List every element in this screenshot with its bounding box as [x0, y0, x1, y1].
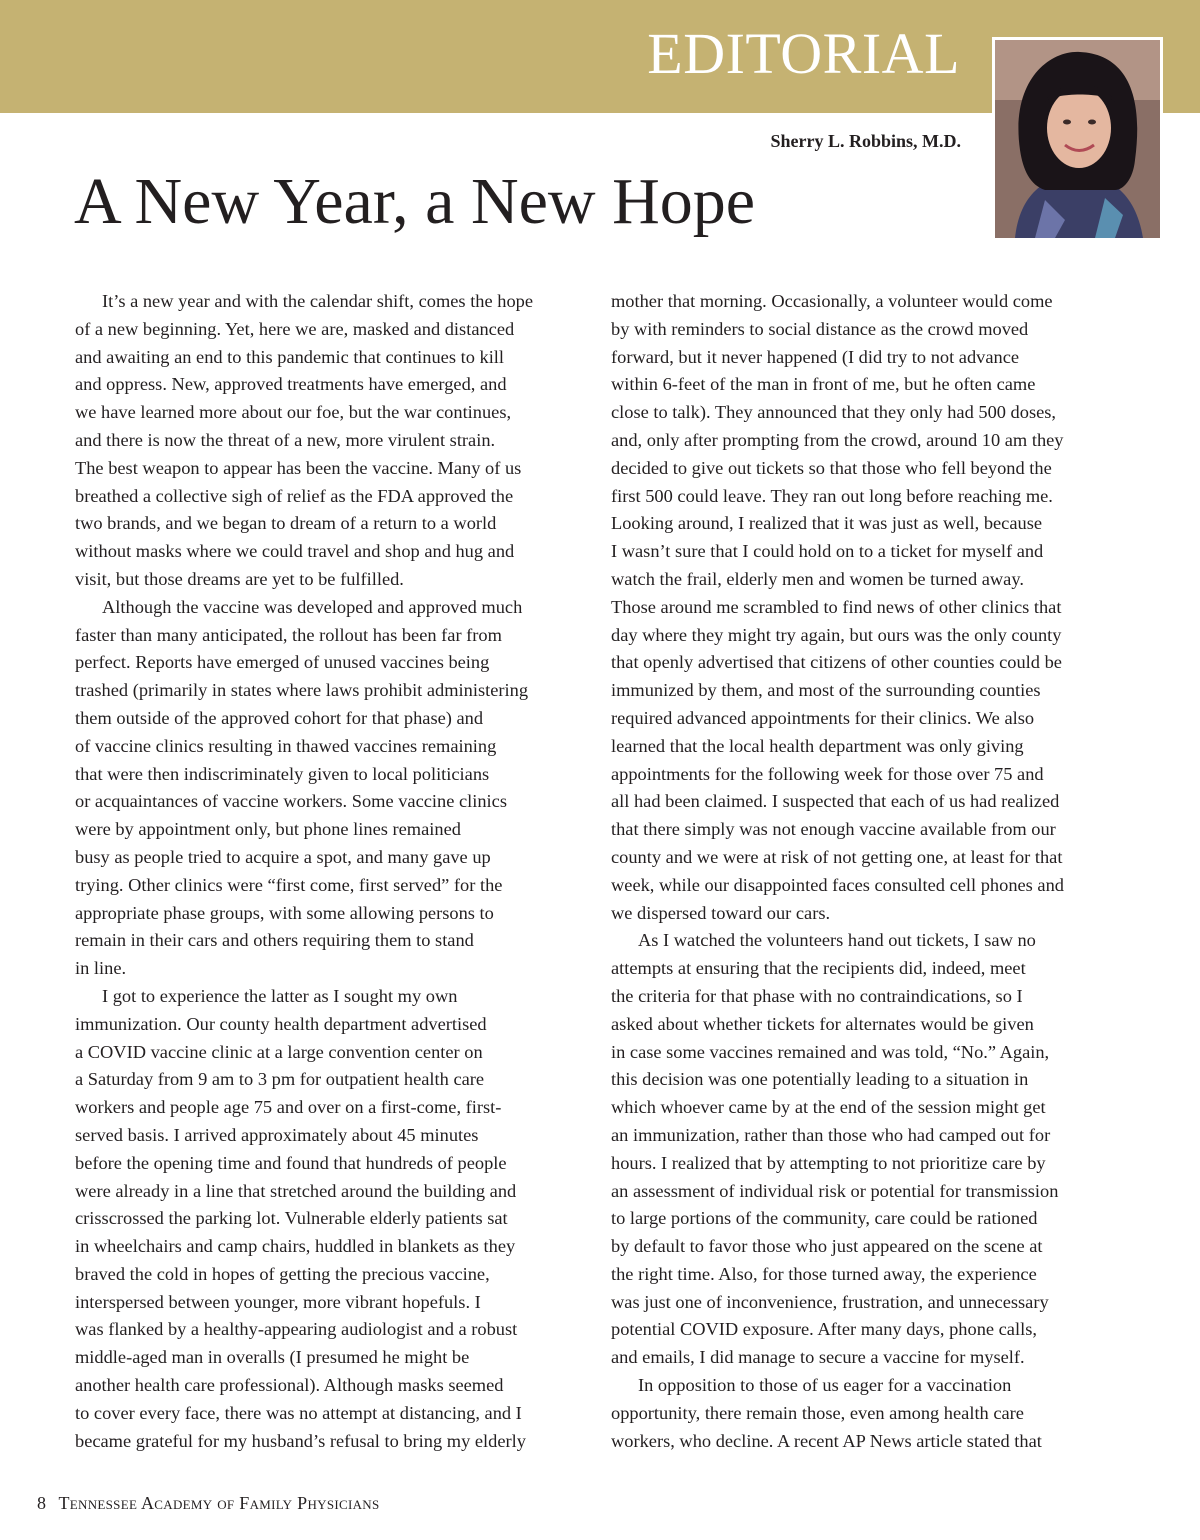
article-line: and oppress. New, approved treatments have emerged, and: [75, 374, 507, 395]
article-line: attempts at ensuring that the recipients did, indeed, meet: [611, 958, 1026, 979]
section-label: EDITORIAL: [647, 21, 960, 86]
article-line: within 6-feet of the man in front of me, but he often came: [611, 374, 1036, 395]
article-line: to large portions of the community, care could be rationed: [611, 1208, 1038, 1229]
article-line: remain in their cars and others requiring them to stand: [75, 930, 474, 951]
article-line: potential COVID exposure. After many days, phone calls,: [611, 1319, 1037, 1340]
article-line: all had been claimed. I suspected that each of us had realized: [611, 791, 1060, 812]
article-line: braved the cold in hopes of getting the precious vaccine,: [75, 1263, 490, 1284]
article-line: middle-aged man in overalls (I presumed he might be: [75, 1347, 470, 1368]
article-line: were already in a line that stretched around the building and: [75, 1180, 517, 1201]
article-line: busy as people tried to acquire a spot, and many gave up: [75, 846, 491, 867]
article-line: a Saturday from 9 am to 3 pm for outpatient health care: [75, 1069, 485, 1090]
article-line: opportunity, there remain those, even among health care: [611, 1402, 1024, 1423]
article-column-right: [611, 288, 1116, 1455]
publication-name: Tennessee Academy of Family Physicians: [58, 1493, 380, 1513]
article-line: hours. I realized that by attempting to not prioritize care by: [611, 1152, 1046, 1173]
article-line: in wheelchairs and camp chairs, huddled in blankets as they: [75, 1236, 516, 1257]
article-line: the criteria for that phase with no contraindications, so I: [611, 985, 1023, 1006]
article-line: watch the frail, elderly men and women be turned away.: [611, 568, 1024, 589]
author-photo: [992, 37, 1163, 241]
article-line: appropriate phase groups, with some allowing persons to: [75, 902, 494, 923]
author-byline: Sherry L. Robbins, M.D.: [770, 131, 961, 151]
article-line: decided to give out tickets so that those who fell beyond the: [611, 457, 1052, 478]
article-line: the right time. Also, for those turned away, the experience: [611, 1263, 1037, 1284]
article-line: close to talk). They announced that they only had 500 doses,: [611, 402, 1057, 423]
article-title: A New Year, a New Hope: [74, 165, 756, 238]
article-line: immunization. Our county health department advertised: [75, 1013, 487, 1034]
article-line: learned that the local health department was only giving: [611, 735, 1024, 756]
article-line: first 500 could leave. They ran out long before reaching me.: [611, 485, 1053, 506]
article-line: became grateful for my husband’s refusal to bring my elderly: [75, 1430, 526, 1451]
article-line: we dispersed toward our cars.: [611, 902, 831, 923]
article-line: trying. Other clinics were “first come, first served” for the: [75, 874, 503, 895]
article-line: were by appointment only, but phone lines remained: [75, 819, 461, 840]
article-line: which whoever came by at the end of the session might get: [611, 1097, 1046, 1118]
article-line: forward, but it never happened (I did try to not advance: [611, 346, 1020, 367]
article-line: immunized by them, and most of the surrounding counties: [611, 680, 1041, 701]
article-line: I got to experience the latter as I sought my own: [102, 985, 458, 1006]
author-photo-icon: [995, 40, 1160, 238]
article-line: an assessment of individual risk or potential for transmission: [611, 1180, 1059, 1201]
article-line: workers and people age 75 and over on a first-come, first-: [75, 1097, 502, 1118]
article-line: served basis. I arrived approximately about 45 minutes: [75, 1124, 479, 1145]
article-line: required advanced appointments for their clinics. We also: [611, 707, 1035, 728]
article-line: we have learned more about our foe, but the war continues,: [75, 402, 512, 423]
article-line: or acquaintances of vaccine workers. Some vaccine clinics: [75, 791, 507, 812]
article-line: of vaccine clinics resulting in thawed vaccines remaining: [75, 735, 497, 756]
article-line: and, only after prompting from the crowd, around 10 am they: [611, 429, 1064, 450]
article-line: them outside of the approved cohort for that phase) and: [75, 707, 484, 728]
article-line: week, while our disappointed faces consulted cell phones and: [611, 874, 1064, 895]
article-line: Although the vaccine was developed and approved much: [102, 596, 523, 617]
article-line: It’s a new year and with the calendar shift, comes the hope: [102, 291, 534, 311]
article-line: and awaiting an end to this pandemic that continues to kill: [75, 346, 505, 367]
article-line: Those around me scrambled to find news of other clinics that: [611, 596, 1062, 617]
article-line: appointments for the following week for those over 75 and: [611, 763, 1044, 784]
page-footer: [37, 1493, 380, 1514]
article-line: in line.: [75, 958, 127, 979]
article-line: another health care professional). Although masks seemed: [75, 1375, 504, 1396]
article-line: The best weapon to appear has been the vaccine. Many of us: [75, 457, 522, 478]
article-line: this decision was one potentially leading to a situation in: [611, 1069, 1029, 1090]
article-line: a COVID vaccine clinic at a large convention center on: [75, 1041, 483, 1062]
article-line: workers, who decline. A recent AP News article stated that: [611, 1430, 1042, 1451]
article-line: faster than many anticipated, the rollout has been far from: [75, 624, 502, 645]
article-line: of a new beginning. Yet, here we are, masked and distanced: [75, 318, 515, 339]
article-line: before the opening time and found that hundreds of people: [75, 1152, 507, 1173]
article-line: asked about whether tickets for alternates would be given: [611, 1013, 1034, 1034]
article-line: by default to favor those who just appeared on the scene at: [611, 1236, 1043, 1257]
article-line: that openly advertised that citizens of other counties could be: [611, 652, 1062, 673]
article-line: In opposition to those of us eager for a vaccination: [638, 1375, 1012, 1396]
page-number: 8: [37, 1493, 46, 1513]
article-line: visit, but those dreams are yet to be fulfilled.: [75, 568, 404, 589]
article-line: crisscrossed the parking lot. Vulnerable elderly patients sat: [75, 1208, 508, 1229]
article-line: county and we were at risk of not getting one, at least for that: [611, 846, 1063, 867]
article-line: I wasn’t sure that I could hold on to a ticket for myself and: [611, 541, 1044, 562]
article-line: was just one of inconvenience, frustration, and unnecessary: [611, 1291, 1049, 1312]
article-line: breathed a collective sigh of relief as the FDA approved the: [75, 485, 514, 506]
article-line: by with reminders to social distance as the crowd moved: [611, 318, 1029, 339]
article-line: and there is now the threat of a new, more virulent strain.: [75, 429, 496, 450]
article-line: perfect. Reports have emerged of unused vaccines being: [75, 652, 490, 673]
article-line: an immunization, rather than those who had camped out for: [611, 1124, 1051, 1145]
article-line: As I watched the volunteers hand out tickets, I saw no: [638, 930, 1036, 951]
article-line: trashed (primarily in states where laws prohibit administering: [75, 680, 529, 701]
article-line: that there simply was not enough vaccine available from our: [611, 819, 1056, 840]
article-line: mother that morning. Occasionally, a volunteer would come: [611, 291, 1053, 311]
article-line: day where they might try again, but ours was the only county: [611, 624, 1062, 645]
article-column-left: [75, 288, 580, 1455]
article-line: interspersed between younger, more vibrant hopefuls. I: [75, 1291, 481, 1312]
article-line: without masks where we could travel and shop and hug and: [75, 541, 515, 562]
article-line: that were then indiscriminately given to local politicians: [75, 763, 490, 784]
article-line: to cover every face, there was no attempt at distancing, and I: [75, 1402, 522, 1423]
article-line: and emails, I did manage to secure a vaccine for myself.: [611, 1347, 1025, 1368]
article-line: in case some vaccines remained and was told, “No.” Again,: [611, 1041, 1050, 1062]
article-line: two brands, and we began to dream of a return to a world: [75, 513, 497, 534]
article-line: Looking around, I realized that it was just as well, because: [611, 513, 1043, 534]
article-line: was flanked by a healthy-appearing audiologist and a robust: [75, 1319, 518, 1340]
